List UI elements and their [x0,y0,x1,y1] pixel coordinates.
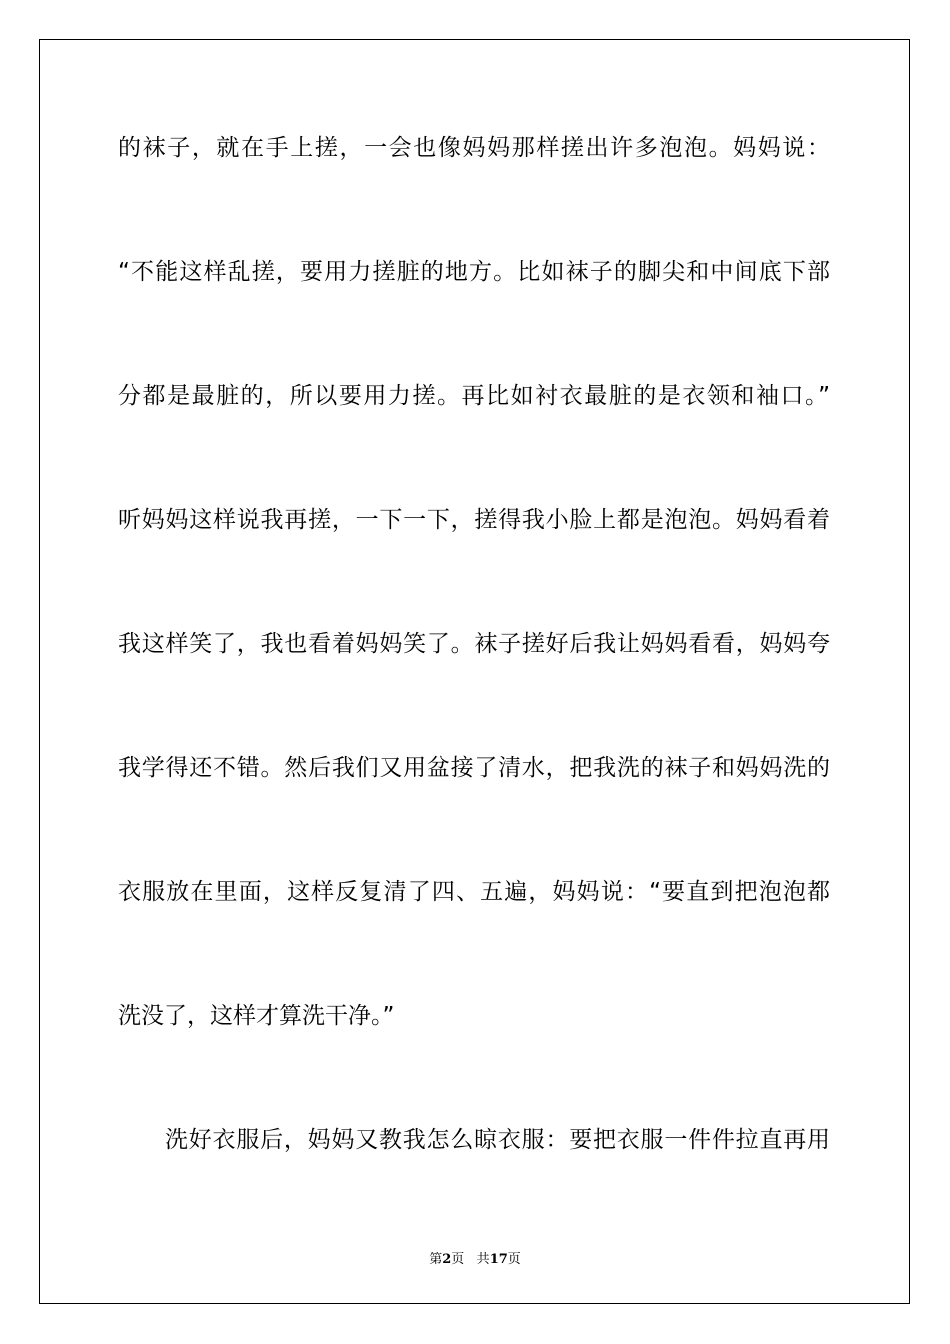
paragraph-first-line: 洗好衣服后，妈妈又教我怎么晾衣服：要把衣服一件件拉直再用 [165,1127,830,1153]
body-text-line: “不能这样乱搓，要用力搓脏的地方。比如袜子的脚尖和中间底下部 [118,259,830,285]
page-border [39,39,910,1304]
page-footer [0,1248,950,1267]
body-text-line: 分都是最脏的，所以要用力搓。再比如衬衣最脏的是衣领和袖口。” [118,383,830,409]
body-text-line: 听妈妈这样说我再搓，一下一下，搓得我小脸上都是泡泡。妈妈看着 [118,507,830,533]
page-number: 2 [442,1252,452,1267]
body-text-line: 的袜子，就在手上搓，一会也像妈妈那样搓出许多泡泡。妈妈说： [118,135,830,161]
total-pages: 17 [489,1252,508,1267]
page-suffix: 页 [451,1252,465,1267]
body-text-line: 我这样笑了，我也看着妈妈笑了。袜子搓好后我让妈妈看看，妈妈夸 [118,631,830,657]
total-prefix: 共 [476,1252,490,1267]
body-text-line: 衣服放在里面，这样反复清了四、五遍，妈妈说：“要直到把泡泡都 [118,879,830,905]
body-text-line: 我学得还不错。然后我们又用盆接了清水，把我洗的袜子和妈妈洗的 [118,755,830,781]
body-text-line: 洗没了，这样才算洗干净。” [118,1003,395,1029]
page-prefix: 第 [429,1252,443,1267]
total-suffix: 页 [507,1252,521,1267]
